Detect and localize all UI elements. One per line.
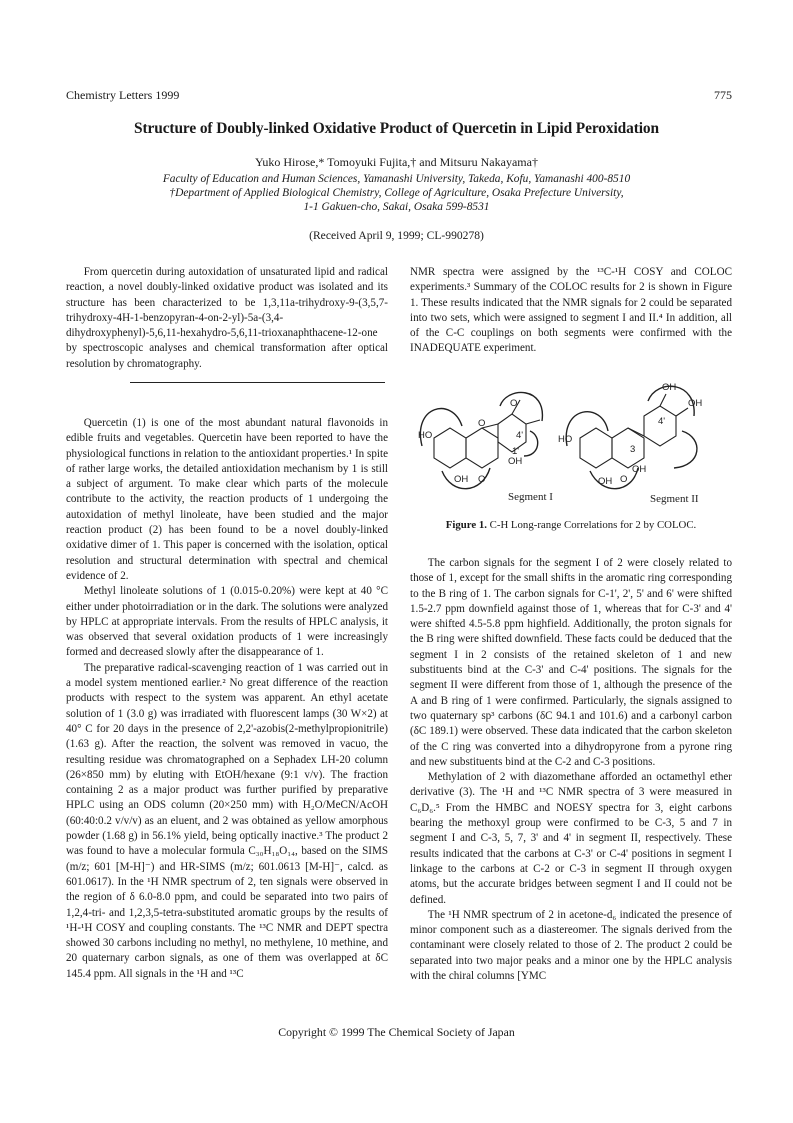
figure-caption [410, 519, 732, 531]
left-paragraph-2: Methyl linoleate solutions of 1 (0.015-0.20%) were kept at 40 °C either under photoirradiation or in the dark. The solutions were analyzed by HPLC at appropriate intervals. From the results of HPLC analysis, it was observed that several oxidation products of 1 were increasingly formed and decreased slowly after the disappearance of 1. [66, 585, 388, 659]
figure-1-structure [412, 376, 734, 514]
right-column-top [410, 265, 732, 357]
journal-header: Chemistry Letters 1999 [66, 88, 180, 102]
left-paragraph-3: The preparative radical-scavenging reaction of 1 was carried out in a model system mentioned earlier.² No great difference of the reaction products with respect to the system was apparent. An ethyl acetate solution of 1 (3.0 g) was irradiated with fluorescent lamps (30 W×2) at 40° C for 20 days in the presence of 2,2'-azobis(2-methylpropionitrile) (1.63 g). After the reaction, the solvent was removed in vacuo, the resulting residue was chromatographed on a Sephadex LH-20 column (26×850 mm) by eluting with EtOH/hexane (9:1 v/v). The fraction containing 2 as a major product was further purified by preparative HPLC using an ODS column (20×250 mm) with H₂O/MeCN/AcOH (60:40:0.2 v/v/v) as an eluent, and 2 was obtained as yellow amorphous powder (1.68 g) in 56.1% yield, being optically inactive.³ The product 2 was found to have a molecular formula C₃₀H₁₈O₁₄, based on the SIMS (m/z; 601 [M-H]⁻) and HR-SIMS (m/z; 601.0613 [M-H]⁻, calcd. as 601.0617). In the ¹H NMR spectrum of 2, ten signals were observed in the region of δ 6.0-8.0 ppm, and could be separated into two pairs of 1,2,4-tri- and 1,2,3,5-tetra-substituted aromatic groups by the results of ¹H-¹H COSY and coupling constants. The ¹³C NMR and DEPT spectra showed 30 carbons including no methyl, no methylene, 10 methine, and 20 quaternary carbon signals, as one of them was overlapped at δC 145.4 ppm. All signals in the ¹H and ¹³C [66, 661, 388, 980]
o-label-2: O [478, 418, 486, 429]
oh-label-b: OH [508, 456, 523, 467]
right-paragraph-3: Methylation of 2 with diazomethane afforded an octamethyl ether derivative (3). The ¹H and ¹³C NMR spectra of 3 were measured in C₆D₆.⁵ From the HMBC and NOESY spectra for 3, eight carbons bearing the methoxyl group were confirmed to be C-3, 5 and 7 in segment I and C-3, 5, 7, 3' and 4' in segment II, respectively. These results indicated that the carbons at C-3' or C-4' positions in segment I linkage to the carbons at C-2 or C-3 in segment II through oxygen atoms, but the accurate bridges between segment I and II could not be defined. [410, 771, 732, 906]
position-4prime-b: 4' [658, 416, 666, 427]
copyright-footer: Copyright © 1999 The Chemical Society of Japan [278, 1025, 515, 1039]
paper-title: Structure of Doubly-linked Oxidative Product of Quercetin in Lipid Peroxidation [134, 120, 659, 137]
o-label-1: O [478, 474, 486, 485]
figure-caption-text: C-H Long-range Correlations for 2 by COLOC. [489, 519, 697, 531]
position-3: 3 [630, 444, 636, 455]
oh-label-d: OH [632, 464, 647, 475]
oh-label-c: OH [598, 476, 613, 487]
right-paragraph-1: NMR spectra were assigned by the ¹³C-¹H COSY and COLOC experiments.³ Summary of the COLOC results for 2 is shown in Figure 1. These results indicated that the NMR signals for 2 could be separated into two sets, which were assigned to segment I and II.⁴ In addition, all of the C-C couplings on both segments were confirmed with the INADEQUATE experiment. [410, 266, 732, 355]
affiliation-2: †Department of Applied Biological Chemistry, College of Agriculture, Osaka Prefecture University, [169, 187, 624, 199]
segment-ii-label: Segment II [650, 493, 699, 505]
o-label-4: O [620, 474, 628, 485]
o-label-3: O [510, 398, 518, 409]
abstract-text: From quercetin during autoxidation of unsaturated lipid and radical reaction, a novel doubly-linked oxidative product was isolated and its structure has been characterized to be 1,3,11a-trihydroxy-9-(3,5,7-trihydroxy-4H-1-benzopyran-4-on-2-yl)-5a-(3,4-dihydroxyphenyl)-5,6,11-hexahydro-5,6,11-trioxanaphthacene-12-one by spectroscopic analyses and chemical transformation after optical resolution by chromatography. [66, 266, 388, 370]
ho-label-2: HO [558, 434, 573, 445]
oh-label-a: OH [454, 474, 469, 485]
oh-label-f: OH [688, 398, 703, 409]
segment1-a-ring [434, 428, 466, 468]
left-column-body [66, 416, 388, 982]
affiliation-1: Faculty of Education and Human Sciences, Yamanashi University, Takeda, Kofu, Yamanashi 400-8510 [162, 173, 631, 185]
received-date: (Received April 9, 1999; CL-990278) [309, 229, 484, 242]
segment-i-label: Segment I [508, 491, 553, 503]
segment2-a-ring [580, 428, 612, 468]
page-number: 775 [714, 88, 732, 102]
ho-label-1: HO [418, 430, 433, 441]
author-list: Yuko Hirose,* Tomoyuki Fujita,† and Mitsuru Nakayama† [255, 155, 538, 169]
right-column-body [410, 556, 732, 984]
figure-caption-label: Figure 1. [445, 519, 487, 531]
oh-label-e: OH [662, 382, 677, 393]
left-paragraph-1: Quercetin (1) is one of the most abundant natural flavonoids in edible fruits and vegetables. Quercetin have been reported to have the physiological functions in relation to the antioxidant properties.¹ In spite of rather large works, the detailed antioxidation mechanism by 1 is still a subject of argument. To make clear which parts of the molecule contribute to the activity, the reaction products of 1 undergoing the autoxidation of methyl linoleate, have been studied and the major reaction product (2) has been found to be a novel doubly-linked oxidative dimer of 1. This paper is concerned with the isolation, optical resolution and structural determination with spectral and chemical evidence of 2. [66, 417, 388, 582]
affiliation-3: 1-1 Gakuen-cho, Sakai, Osaka 599-8531 [303, 201, 490, 213]
abstract [66, 265, 388, 372]
segment1-c-ring [466, 428, 498, 468]
right-paragraph-4: The ¹H NMR spectrum of 2 in acetone-d₆ indicated the presence of minor component such as a diastereomer. The signals derived from the contaminant were closely related to those of 2. The product 2 could be separated into two major peaks and a minor one by the HPLC analysis with the chiral columns [YMC [410, 908, 732, 983]
position-1prime: 1' [512, 446, 520, 457]
position-4prime-a: 4' [516, 430, 524, 441]
abstract-divider [130, 382, 385, 383]
right-paragraph-2: The carbon signals for the segment I of 2 were closely related to those of 1, except for the small shifts in the aromatic ring corresponding to the B ring of 1. The carbon signals for C-1', 2', 5' and 6' were shifted 1.5-2.7 ppm downfield against those of 1, whereas that for C-3' and 4' were shifted 4.5-5.8 ppm highfield. Additionally, the proton signals for the B ring were shifted downfield. These facts could be deduced that the segment I in 2 consists of the retained skeleton of 1 and new substituents bind at the C-3' and C-4' positions. The signals for the segment II were different from those of 1, although the presence of the A and B ring of 1 were confirmed. Particularly, the signals assigned to two quaternary sp³ carbons (δC 94.1 and 101.6) and a carbonyl carbon (δC 189.1) were observed. These data indicated that the carbon skeleton of the C ring was converted into a dihydropyrone from a pyrone ring and new substituents bind at the C-2 and C-3 positions. [410, 557, 732, 768]
